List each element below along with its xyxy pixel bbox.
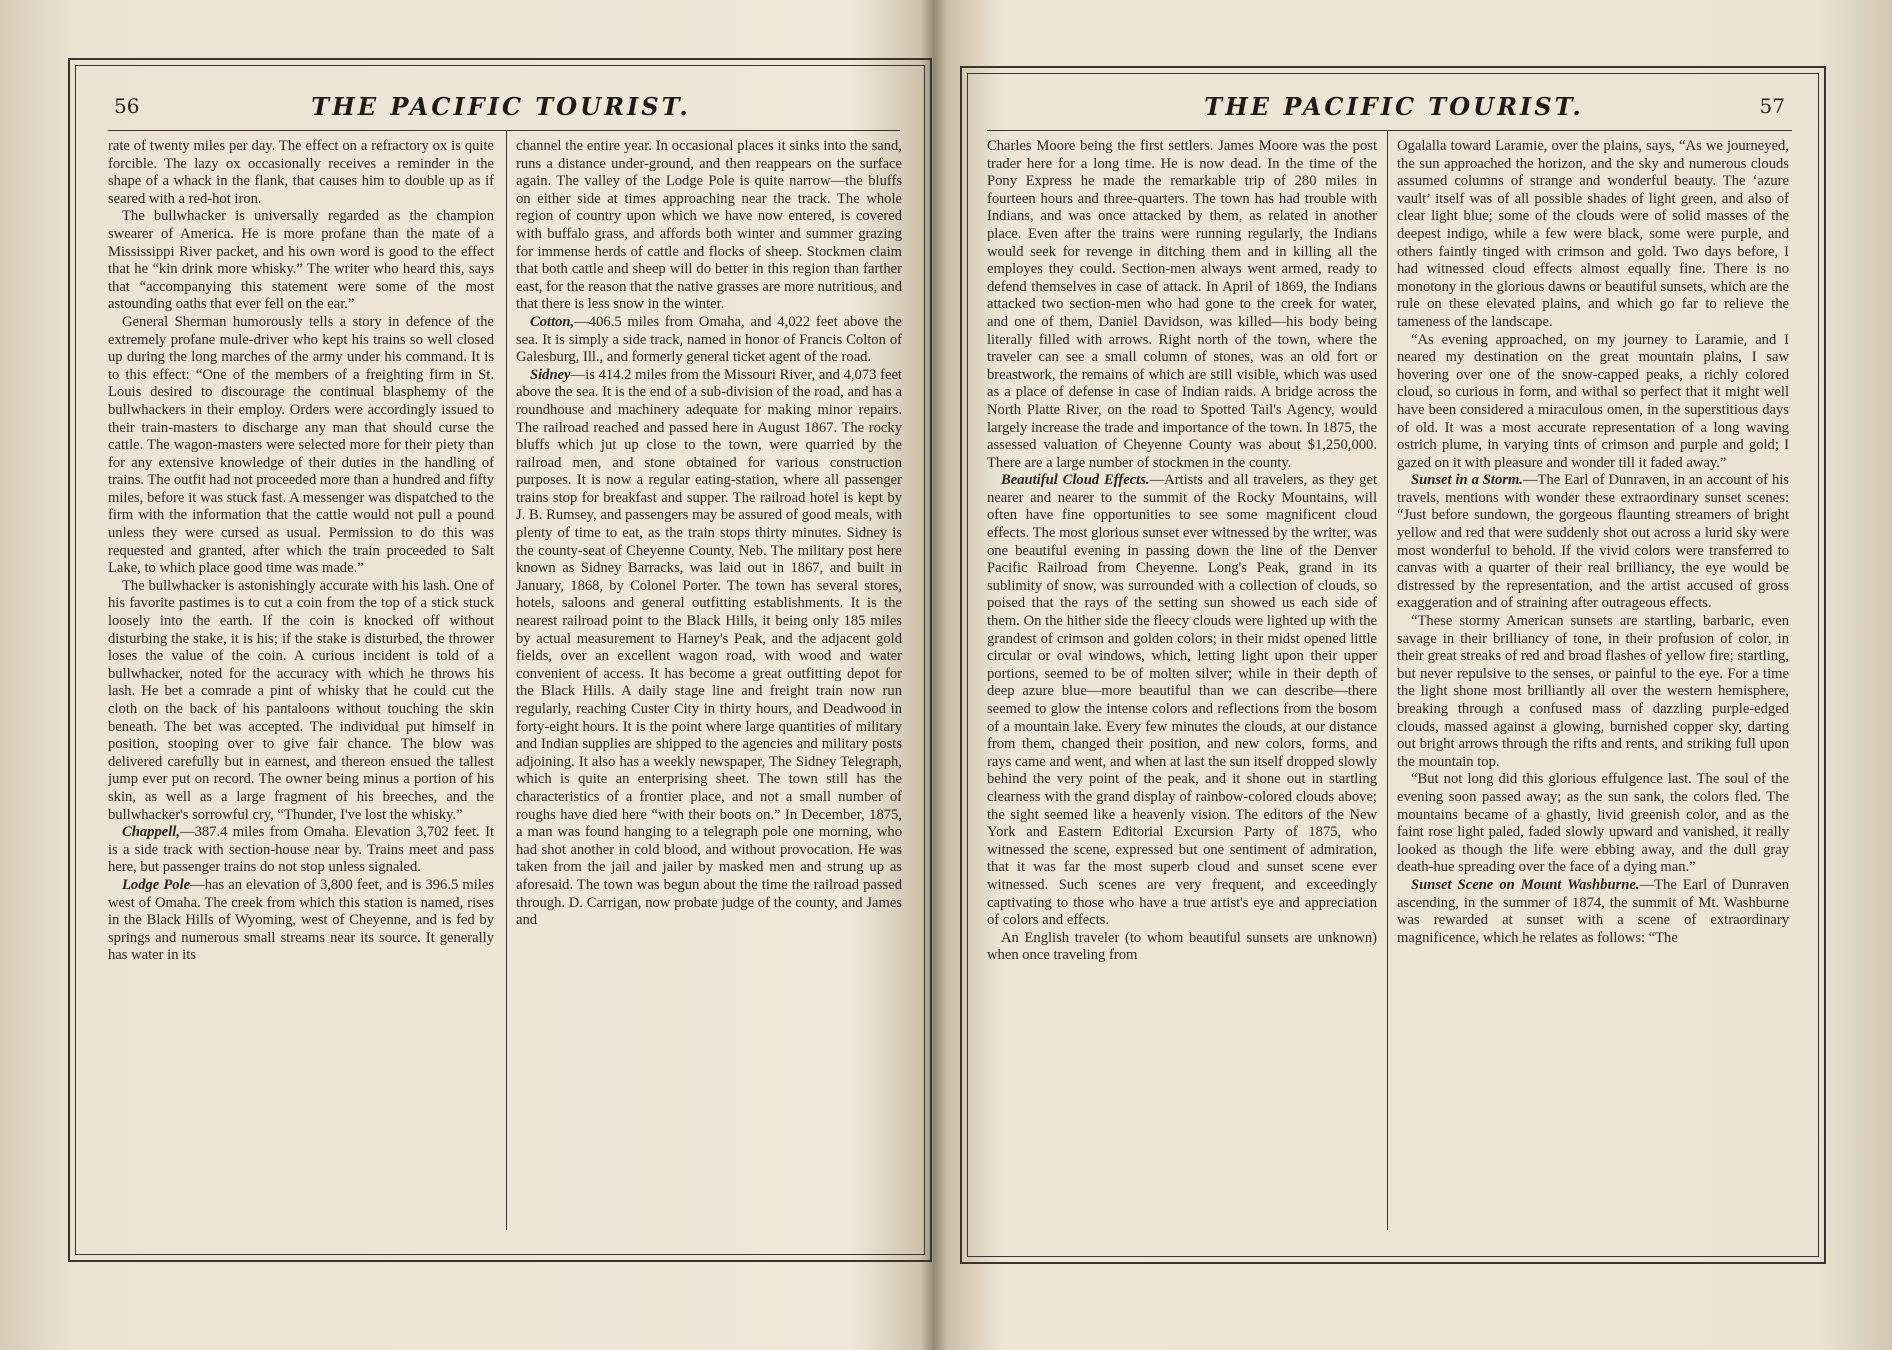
- section-heading: Sunset in a Storm.: [1411, 472, 1523, 489]
- header-rule: [987, 130, 1792, 131]
- column-divider: [1387, 130, 1388, 1230]
- paragraph-text: “These stormy American sunsets are startling, barbaric, even savage in their brilliancy of tone, in their profusion of color, in their great streaks of red and broad flashes of yellow fire; startling, but never repulsive to the senses, or painful to the eye. For a time the light shone most brilliantly all over the western hemisphere, breaking through a confused mass of dazzling purple-edged clouds, massed against a glowing, burnished copper sky, darting out bright arrows through the rifts and rents, and striking full upon the mountain top.: [1397, 613, 1789, 770]
- left-page-column-2: [516, 138, 902, 1230]
- paragraph-text: “As evening approached, on my journey to Laramie, and I neared my destination on the great mountain plains, I saw hovering over one of the snow-capped peaks, a richly colored cloud, so curious in form, and withal so perfect that it might well have been considered a miraculous omen, in the superstitious days of old. It was a most accurate representation of a long waving ostrich plume, in varying tints of crimson and purple and gold; I gazed on it with pleasure and wonder till it faded away.”: [1397, 331, 1789, 471]
- paragraph: [108, 138, 494, 208]
- right-page-column-1: [987, 138, 1377, 1230]
- section-heading: Sidney: [530, 366, 571, 383]
- section-paragraph: [516, 367, 902, 930]
- left-page-header: [84, 90, 918, 130]
- paragraph-text: The bullwhacker is universally regarded as the champion swearer of America. He is more profane than the mate of a Mississippi River packet, and his own word is good to the effect that he “kin drink more whisky.” The writer who heard this, says that “accompanying this statement were some of the most astounding oaths that ever fell on the ear.”: [108, 208, 494, 313]
- paragraph-text: rate of twenty miles per day. The effect on a refractory ox is quite forcible. The lazy ox occasionally receives a reminder in the shape of a whack in the flank, that causes him to double up as if seared with a red-hot iron.: [108, 138, 494, 207]
- section-paragraph: [1397, 877, 1789, 947]
- header-rule: [108, 130, 900, 131]
- paragraph: [1397, 613, 1789, 771]
- paragraph-text: —The Earl of Dunraven ascending, in the summer of 1874, the summit of Mt. Washburne was rewarded at sunset with a scene of extraordinary magnificence, which he relates as follows: “The: [1397, 876, 1789, 946]
- section-heading: Sunset Scene on Mount Washburne.: [1411, 876, 1640, 893]
- section-heading: Chappell,: [122, 824, 180, 841]
- left-page: [0, 0, 934, 1350]
- section-heading: Cotton,: [530, 313, 575, 330]
- paragraph: [1397, 332, 1789, 473]
- right-page-header: [977, 90, 1811, 130]
- paragraph-text: channel the entire year. In occasional places it sinks into the sand, runs a distance under-ground, and then reappears on the surface again. The valley of the Lodge Pole is quite narrow—the bluffs on either side at times approaching near the track. The whole region of country upon which we have now entered, is covered with buffalo grass, and affords both winter and summer grazing for immense herds of cattle and flocks of sheep. Stockmen claim that both cattle and sheep will do better in this region than farther east, for the reason that the native grasses are more nutritious, and that there is less snow in the winter.: [516, 138, 902, 313]
- page-number: 57: [1759, 94, 1785, 118]
- paragraph: [1397, 771, 1789, 877]
- running-title: THE PACIFIC TOURIST.: [1204, 92, 1584, 121]
- paragraph-text: Ogalalla toward Laramie, over the plains, says, “As we journeyed, the sun approached the horizon, and the sky and numerous clouds assumed columns of strange and wonderful beauty. The ‘azure vault’ itself was of all possible shades of light green, and also of clear light blue; some of the clouds were of solid masses of the deepest indigo, while a few were black, some were purple, and others faintly tinged with crimson and gold. Two days before, I had witnessed cloud effects almost equally fine. There is no monotony in the glorious dawns or beautiful sunsets, which are the rule on these elevated plains, and which go far to relieve the tameness of the landscape.: [1397, 138, 1789, 330]
- paragraph-text: —Artists and all travelers, as they get nearer and nearer to the summit of the Rocky Mountains, will often have fine opportunities to see some magnificent cloud effects. The most glorious sunset ever witnessed by the writer, was one beautiful evening in passing down the line of the Denver Pacific Railroad from Cheyenne. Long's Peak, grand in its sublimity of snow, was surrounded with a collection of clouds, so poised that the rays of the setting sun showed us each side of them. On the hither side the fleecy clouds were lighted up with the grandest of crimson and golden colors; in their midst opened little circular or oval windows, which, letting light upon their upper portions, seemed to be of molten silver; while in their depth of deep azure blue—more beautiful than we can describe—there seemed to glow the intense colors and reflections from the bosom of a mountain lake. Every few minutes the clouds, at our distance from them, changed their position, and new colors, forms, and rays came and went, and when at last the sun itself dropped slowly behind the very point of the peak, and it shone out in startling clearness with the grand display of rainbow-colored clouds above; the sight seemed like a heavenly vision. The editors of the New York and Eastern Editorial Excursion Party of 1875, who witnessed the scene, expressed but one sentiment of admiration, that it was far the most superb cloud and sunset scene ever witnessed. Such scenes are very frequent, and exceedingly captivating to those who have a true artist's eye and appreciation of colors and effects.: [987, 472, 1377, 929]
- paragraph: [1397, 138, 1789, 332]
- paragraph-text: General Sherman humorously tells a story in defence of the extremely profane mule-driver who kept his trains so well closed up during the long marches of the army under his command. It is to this effect: “One of the members of a freighting firm in St. Louis desired to discourage the continual blasphemy of the bullwhackers in their employ. Orders were accordingly issued to their train-masters to discharge any man that should curse the cattle. The wagon-masters were selected more for their piety than for any extensive knowledge of their duties in the handling of trains. The outfit had not proceeded more than a hundred and fifty miles, before it was stuck fast. A messenger was dispatched to the firm with the information that the cattle would not pull a pound unless they were cursed as usual. Permission to do this was requested and granted, after which the train proceeded to Salt Lake, to which place good time was made.”: [108, 313, 494, 577]
- paragraph: [987, 138, 1377, 472]
- section-paragraph: [108, 877, 494, 965]
- right-page-column-2: [1397, 138, 1789, 1230]
- column-divider: [506, 130, 507, 1230]
- section-paragraph: [108, 824, 494, 877]
- left-page-column-1: [108, 138, 494, 1230]
- section-paragraph: [1397, 472, 1789, 613]
- paragraph: [108, 314, 494, 578]
- paragraph-text: —The Earl of Dunraven, in an account of his travels, mentions with wonder these extraordinary sunset scenes: “Just before sundown, the gorgeous flaunting streamers of bright yellow and red that were suddenly shot out across a lurid sky were most wonderful to behold. If the vivid colors were transferred to canvas with a quarter of their real brilliancy, the eye would be distressed by the representation, and the artist accused of gross exaggeration and of straining after outrageous effects.: [1397, 472, 1789, 612]
- section-heading: Beautiful Cloud Effects.: [1001, 472, 1150, 489]
- paragraph-text: The bullwhacker is astonishingly accurate with his lash. One of his favorite pastimes is to cut a coin from the top of a stick stuck loosely into the earth. If the coin is knocked off without disturbing the stake, it is his; if the stake is disturbed, the thrower loses the value of the coin. A curious incident is told of a bullwhacker, noted for the accuracy with which he throws his lash. He bet a comrade a pint of whisky that he could cut the cloth on the back of his pantaloons without touching the skin beneath. The bet was accepted. The individual put himself in position, stooping over to give fair chance. The blow was delivered carefully but in earnest, and thereon ensued the tallest jump ever put on record. The owner being minus a portion of his skin, as well as a large fragment of his breeches, and the bullwhacker's sorrowful cry, “Thunder, I've lost the whisky.”: [108, 577, 494, 823]
- right-page: [947, 0, 1892, 1350]
- section-paragraph: [987, 472, 1377, 929]
- section-paragraph: [516, 314, 902, 367]
- paragraph: [987, 930, 1377, 965]
- paragraph-text: —387.4 miles from Omaha. Elevation 3,702 feet. It is a side track with section-house near by. Trains meet and pass here, but passenger trains do not stop unless signaled.: [108, 824, 494, 876]
- paragraph-text: —is 414.2 miles from the Missouri River, and 4,073 feet above the sea. It is the end of a sub-division of the road, and has a roundhouse and machinery adequate for making minor repairs. The railroad reached and passed here in August 1867. The rocky bluffs which jut up close to the town, were quarried by the railroad men, and stone obtained for various construction purposes. It is now a regular eating-station, where all passenger trains stop for breakfast and supper. The railroad hotel is kept by J. B. Rumsey, and passengers may be assured of good meals, with plenty of time to eat, as the train stops thirty minutes. Sidney is the county-seat of Cheyenne County, Neb. The military post here known as Sidney Barracks, was laid out in 1867, and built in January, 1868, by Colonel Porter. The town has several stores, hotels, saloons and general outfitting establishments. It is the nearest railroad point to the Black Hills, it being only 185 miles by actual measurement to Harney's Peak, and the adjacent gold fields, over an excellent wagon road, with wood and water convenient of access. It has become a great outfitting depot for the Black Hills. A daily stage line and freight train now run regularly, reaching Custer City in thirty hours, and Deadwood in forty-eight hours. It is the point where large quantities of military and Indian supplies are shipped to the agencies and military posts adjoining. It also has a weekly newspaper, The Sidney Telegraph, which is quite an enterprising sheet. The town still has the characteristics of a frontier place, and not a small number of roughs have died here “with their boots on.” In December, 1875, a man was found hanging to a telegraph pole one morning, who had shot another in cold blood, and without provocation. He was taken from the jail and jailer by masked men and strung up as aforesaid. The town was begun about the time the railroad passed through. D. Carrigan, now probate judge of the county, and James and: [516, 366, 902, 929]
- section-heading: Lodge Pole: [122, 876, 191, 893]
- paragraph-text: —406.5 miles from Omaha, and 4,022 feet above the sea. It is simply a side track, named in honor of Francis Colton of Galesburg, Ill., and formerly general ticket agent of the road.: [516, 313, 902, 366]
- page-number: 56: [114, 94, 140, 118]
- paragraph-text: “But not long did this glorious effulgence last. The soul of the evening soon passed away; as the sun sank, the colors fled. The mountains became of a ghastly, livid greenish color, and as the faint rose light paled, faded slowly upward and vanished, it really looked as though the life were ebbing away, and the dull gray death-hue spreading over the face of a dying man.”: [1397, 771, 1789, 876]
- paragraph: [108, 208, 494, 314]
- paragraph: [516, 138, 902, 314]
- paragraph: [108, 578, 494, 824]
- paragraph-text: An English traveler (to whom beautiful sunsets are unknown) when once traveling from: [987, 929, 1377, 964]
- running-title: THE PACIFIC TOURIST.: [311, 92, 691, 121]
- paragraph-text: Charles Moore being the first settlers. James Moore was the post trader here for a long time. He is now dead. In the time of the Pony Express he made the remarkable trip of 280 miles in fourteen hours and three-quarters. The town has had trouble with Indians, and was once attacked by them, as related in another place. Even after the trains were running regularly, the Indians would seek for revenge in ditching them and in killing all the employes they could. Section-men always went armed, ready to defend themselves in case of attack. In April of 1869, the Indians attacked two section-men who had gone to the creek for water, and one of them, Daniel Davidson, was killed—his body being literally filled with arrows. Right north of the town, where the traveler can see a small column of stones, was an old fort or breastwork, the remains of which are still visible, which was used as a place of defense in case of Indian raids. A bridge across the North Platte River, on the road to Spotted Tail's Agency, would largely increase the trade and importance of the town. In 1875, the assessed valuation of Cheyenne County was about $1,250,000. There are a large number of stockmen in the county.: [987, 138, 1377, 471]
- paragraph-text: —has an elevation of 3,800 feet, and is 396.5 miles west of Omaha. The creek from which this station is named, rises in the Black Hills of Wyoming, west of Cheyenne, and is fed by springs and numerous small streams near its source. It generally has water in its: [108, 876, 494, 964]
